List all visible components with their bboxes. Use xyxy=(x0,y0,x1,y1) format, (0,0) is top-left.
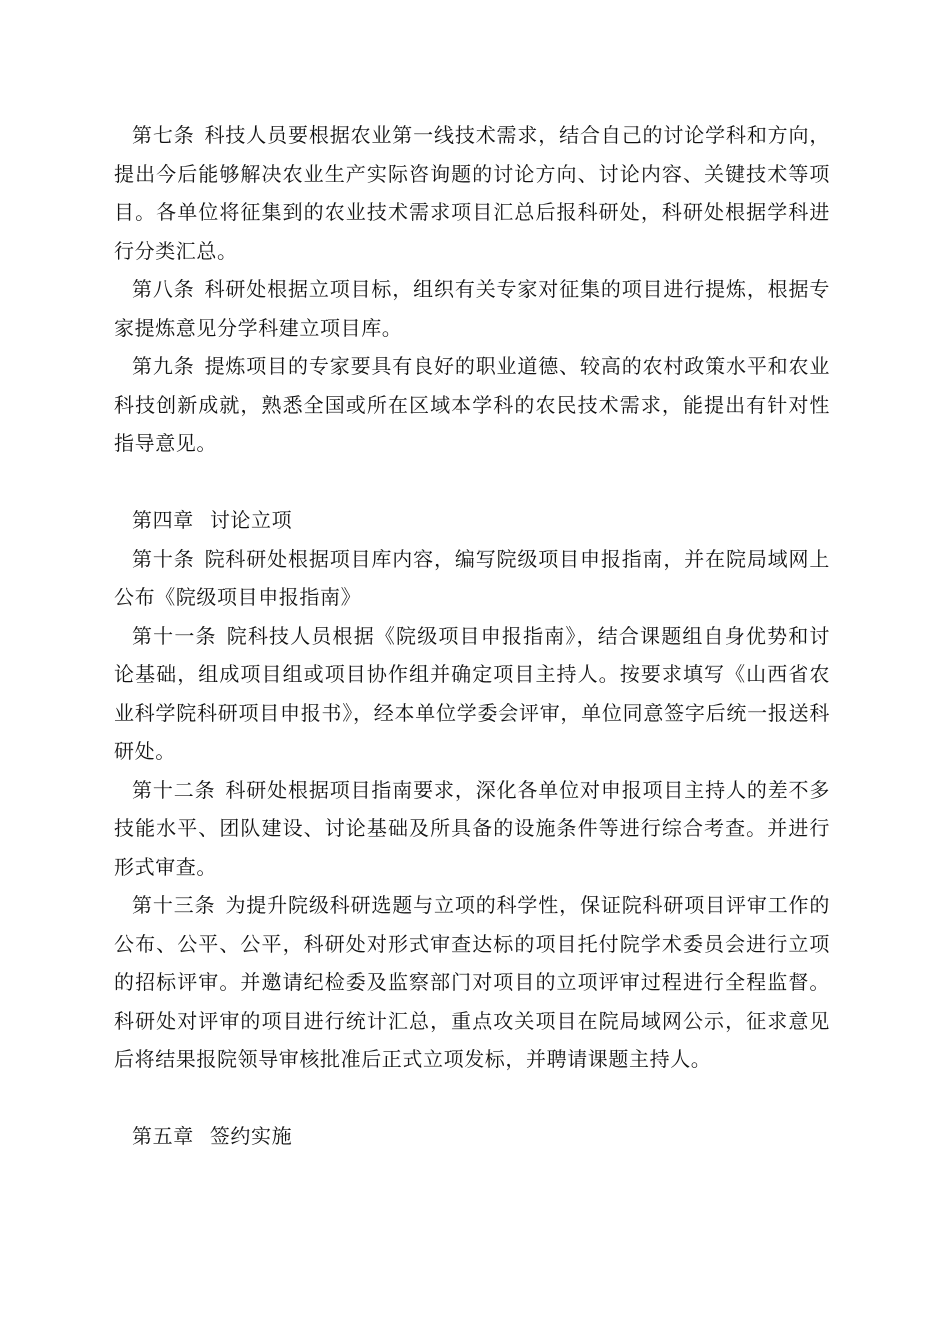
article-text: 院科研处根据项目库内容，编写院级项目申报指南，并在院局域网上公布《院级项目申报指南》 xyxy=(114,546,830,609)
document-page xyxy=(114,116,830,1156)
article-number: 第九条 xyxy=(132,354,195,378)
article-text: 院科技人员根据《院级项目申报指南》，结合课题组自身优势和讨论基础，组成项目组或项目协作组并确定项目主持人。按要求填写《山西省农业科学院科研项目申报书》，经本单位学委会评审，单位同意签字后统一报送科研处。 xyxy=(114,623,831,763)
article-text: 为提升院级科研选题与立项的科学性，保证院科研项目评审工作的公布、公平、公平，科研处对形式审查达标的项目托付院学术委员会进行立项的招标评审。并邀请纪检委及监察部门对项目的立项评审过程进行全程监督。科研处对评审的项目进行统计汇总，重点攻关项目在院局域网公示，征求意见后将结果报院领导审核批准后正式立项发标，并聘请课题主持人。 xyxy=(114,893,831,1071)
article-7 xyxy=(114,116,830,270)
article-number: 第八条 xyxy=(132,277,195,301)
article-8 xyxy=(114,270,830,347)
article-9 xyxy=(114,347,830,463)
article-text: 科研处根据立项目标，组织有关专家对征集的项目进行提炼，根据专家提炼意见分学科建立项目库。 xyxy=(114,277,830,340)
article-number: 第七条 xyxy=(132,123,195,147)
article-10 xyxy=(114,540,830,617)
article-11 xyxy=(114,617,830,771)
spacer xyxy=(114,1079,830,1118)
chapter-title: 签约实施 xyxy=(209,1124,293,1148)
chapter-4-heading xyxy=(114,501,830,540)
chapter-number: 第四章 xyxy=(132,508,194,532)
article-12 xyxy=(114,771,830,887)
article-number: 第十一条 xyxy=(132,623,217,648)
article-number: 第十条 xyxy=(132,546,195,571)
article-number: 第十三条 xyxy=(132,893,216,917)
article-number: 第十二条 xyxy=(132,777,216,802)
article-text: 科研处根据项目指南要求，深化各单位对申报项目主持人的差不多技能水平、团队建设、讨论基础及所具备的设施条件等进行综合考查。并进行形式审查。 xyxy=(114,777,831,879)
chapter-number: 第五章 xyxy=(132,1124,194,1148)
article-text: 提炼项目的专家要具有良好的职业道德、较高的农村政策水平和农业科技创新成就，熟悉全国或所在区域本学科的农民技术需求，能提出有针对性指导意见。 xyxy=(114,354,830,455)
chapter-5-heading xyxy=(114,1117,830,1156)
chapter-title: 讨论立项 xyxy=(209,508,293,532)
spacer xyxy=(114,463,830,502)
article-13 xyxy=(114,886,830,1079)
article-text: 科技人员要根据农业第一线技术需求，结合自己的讨论学科和方向，提出今后能够解决农业生产实际咨询题的讨论方向、讨论内容、关键技术等项目。各单位将征集到的农业技术需求项目汇总后报科研处，科研处根据学科进行分类汇总。 xyxy=(114,123,830,263)
